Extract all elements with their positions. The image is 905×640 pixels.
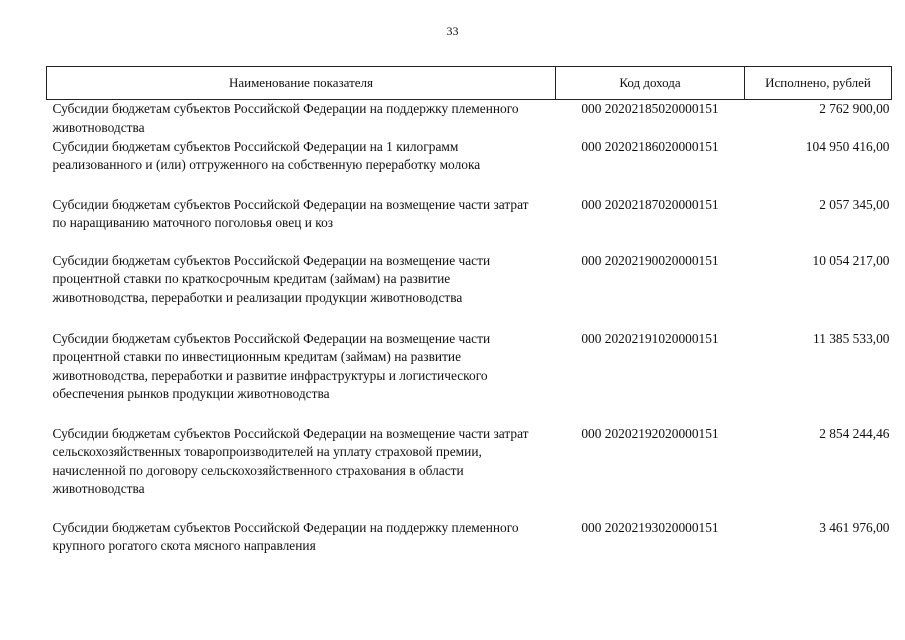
row-code: 000 20202185020000151 (581, 101, 719, 116)
row-name: Субсидии бюджетам субъектов Российской Федерации на поддержку племенного животноводства (52, 101, 519, 135)
row-code: 000 20202192020000151 (581, 425, 719, 441)
row-code: 000 20202186020000151 (581, 138, 719, 154)
row-name: Субсидии бюджетам субъектов Российской Федерации на поддержку племенного крупного рогатого скота мясного направления (52, 519, 519, 553)
table-row (47, 138, 892, 196)
table-row (47, 330, 892, 425)
header-amount: Исполнено, рублей (745, 67, 892, 100)
row-name: Субсидии бюджетам субъектов Российской Федерации на возмещение части процентной ставки по инвестиционным кредитам (займам) на развитие животноводства, переработки и развитие инфраструктуры и логистического обеспечения рынков продукции животноводства (52, 330, 491, 401)
row-amount: 2 854 244,46 (819, 425, 890, 441)
table-row (47, 425, 892, 519)
row-code: 000 20202193020000151 (581, 519, 719, 535)
revenue-table (46, 66, 892, 559)
row-amount: 104 950 416,00 (805, 138, 890, 154)
row-name: Субсидии бюджетам субъектов Российской Федерации на возмещение части затрат сельскохозяйственных товаропроизводителей на уплату страховой премии, начисленной по договору сельскохозяйственного страхования в области животноводства (52, 425, 529, 496)
row-name: Субсидии бюджетам субъектов Российской Федерации на возмещение части процентной ставки по краткосрочным кредитам (займам) на развитие животноводства, переработки и реализации продукции животноводства (52, 252, 491, 305)
row-code: 000 20202191020000151 (581, 330, 719, 346)
row-amount: 11 385 533,00 (813, 330, 890, 346)
table-row (47, 519, 892, 559)
header-code: Код дохода (556, 67, 745, 100)
row-name: Субсидии бюджетам субъектов Российской Федерации на 1 килограмм реализованного и (или) отгруженного на собственную переработку молока (52, 138, 481, 172)
row-amount: 10 054 217,00 (812, 252, 890, 268)
table-row (47, 196, 892, 252)
table-row (47, 252, 892, 330)
row-amount: 2 762 900,00 (819, 101, 890, 116)
row-amount: 2 057 345,00 (819, 196, 890, 212)
table-row (47, 100, 892, 138)
page-number: 33 (446, 24, 459, 38)
table-header-row (47, 67, 892, 100)
header-name: Наименование показателя (47, 67, 556, 100)
row-name: Субсидии бюджетам субъектов Российской Федерации на возмещение части затрат по наращиванию маточного поголовья овец и коз (52, 196, 529, 230)
row-code: 000 20202187020000151 (581, 196, 719, 212)
row-amount: 3 461 976,00 (819, 519, 890, 535)
row-code: 000 20202190020000151 (581, 252, 719, 268)
